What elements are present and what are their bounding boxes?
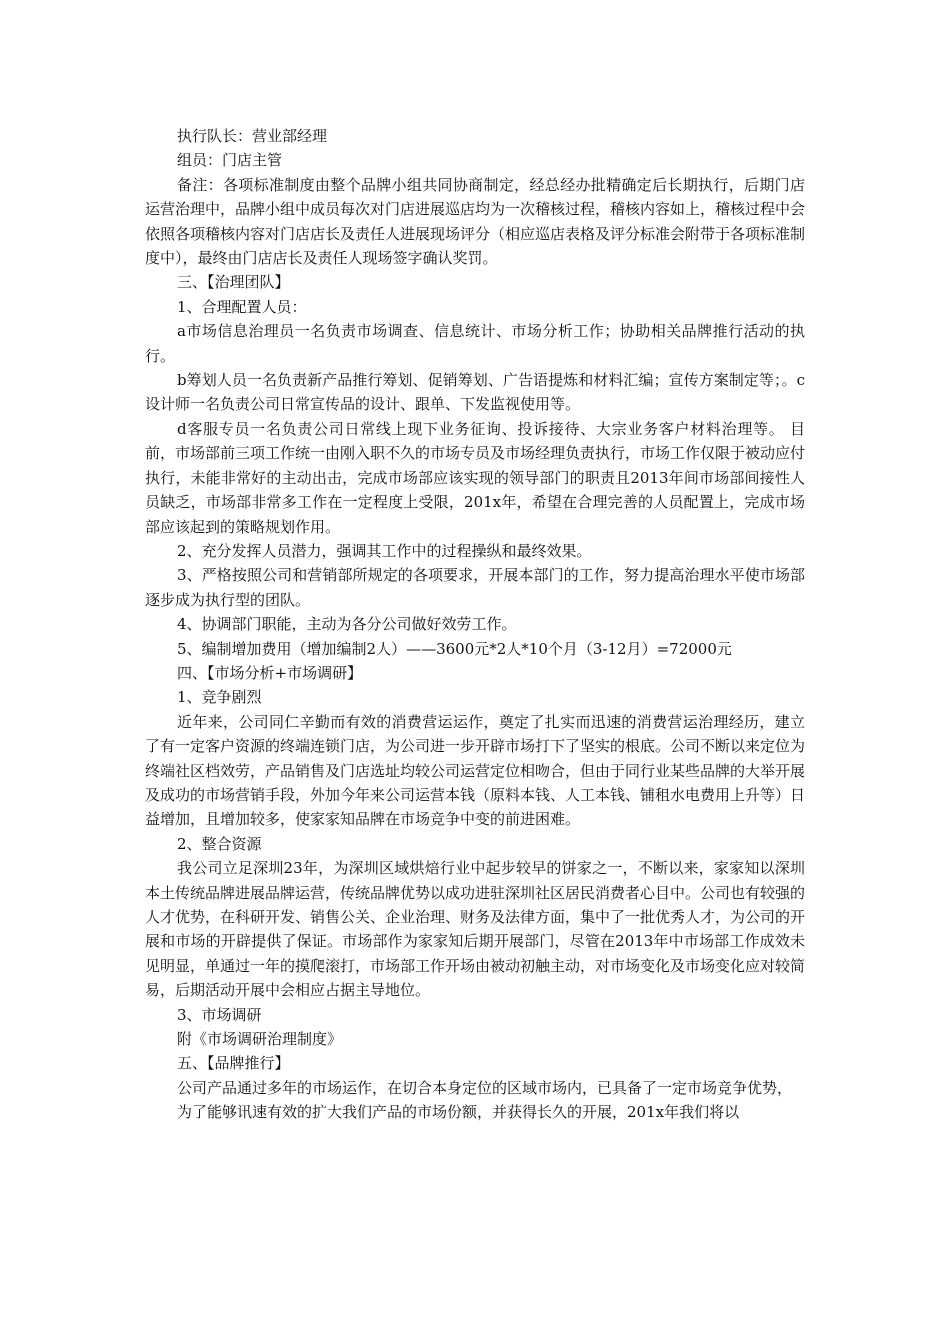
paragraph: 4、协调部门职能，主动为各分公司做好效劳工作。: [177, 615, 517, 634]
paragraph: 近年来，公司同仁辛勤而有效的消费营运运作，奠定了扎实而迅速的消费营运治理经历，建立了有一定客户资源的终端连锁门店，为公司进一步开辟市场打下了坚实的根底。公司不断以来定位为终端社区档效劳，产品销售及门店选址均较公司运营定位相吻合，但由于同行业某些品牌的大举开展及成功的市场营销手段，外加今年来公司运营本钱（原料本钱、人工本钱、铺租水电费用上升等）日益增加，且增加较多，使家家知品牌在市场竞争中变的前进困难。: [145, 712, 806, 829]
paragraph: 组员：门店主管: [177, 151, 283, 170]
paragraph: b筹划人员一名负责新产品推行筹划、促销筹划、广告语提炼和材料汇编；宣传方案制定等；。c设计师一名负责公司日常宣传品的设计、跟单、下发监视使用等。: [145, 371, 805, 414]
section-heading: 四、【市场分析+市场调研】: [177, 663, 363, 682]
paragraph: 2、充分发挥人员潜力，强调其工作中的过程操纵和最终效果。: [177, 541, 592, 560]
paragraph: 3、市场调研: [177, 1005, 262, 1024]
document-page: [145, 124, 805, 1125]
paragraph: 我公司立足深圳23年，为深圳区域烘焙行业中起步较早的饼家之一，不断以来，家家知以深圳本土传统品牌进展品牌运营，传统品牌优势以成功进驻深圳社区居民消费者心目中。公司也有较强的人才优势，在科研开发、销售公关、企业治理、财务及法律方面，集中了一批优秀人才，为公司的开展和市场的开辟提供了保证。市场部作为家家知后期开展部门，尽管在2013年中市场部工作成效未见明显，单通过一年的摸爬滚打，市场部工作开场由被动初触主动，对市场变化及市场变化应对较简易，后期活动开展中会相应占据主导地位。: [145, 859, 806, 1000]
paragraph: 5、编制增加费用（增加编制2人）——3600元*2人*10个月（3-12月）=72000元: [177, 639, 732, 658]
paragraph: 执行队长：营业部经理: [177, 127, 328, 145]
paragraph: 2、整合资源: [177, 834, 262, 853]
paragraph: 3、严格按照公司和营销部所规定的各项要求，开展本部门的工作，努力提高治理水平使市场部逐步成为执行型的团队。: [145, 566, 805, 609]
paragraph: 为了能够讯速有效的扩大我们产品的市场份额，并获得长久的开展，201x年我们将以: [177, 1103, 740, 1122]
section-heading: 三、【治理团队】: [177, 273, 290, 292]
paragraph: 附《市场调研治理制度》: [177, 1030, 343, 1049]
paragraph: 公司产品通过多年的市场运作，在切合本身定位的区域市场内，已具备了一定市场竞争优势，: [177, 1078, 793, 1097]
section-heading: 五、【品牌推行】: [177, 1054, 290, 1073]
paragraph: 1、合理配置人员：: [177, 297, 307, 316]
paragraph: a市场信息治理员一名负责市场调查、信息统计、市场分析工作；协助相关品牌推行活动的执行。: [145, 322, 805, 365]
paragraph: 1、竞争剧烈: [177, 688, 262, 707]
paragraph: d客服专员一名负责公司日常线上现下业务征询、投诉接待、大宗业务客户材料治理等。 目前，市场部前三项工作统一由刚入职不久的市场专员及市场经理负责执行，市场工作仅限于被动应付执行，未能非常好的主动出击，完成市场部应该实现的领导部门的职责且2013年间市场部间接性人员缺乏，市场部非常多工作在一定程度上受限，201x年，希望在合理完善的人员配置上，完成市场部应该起到的策略规划作用。: [145, 419, 806, 536]
paragraph: 备注：各项标准制度由整个品牌小组共同协商制定，经总经办批精确定后长期执行，后期门店运营治理中，品牌小组中成员每次对门店进展巡店均为一次稽核过程，稽核内容如上，稽核过程中会依照各项稽核内容对门店店长及责任人进展现场评分（相应巡店表格及评分标准会附带于各项标准制度中），最终由门店店长及责任人现场签字确认奖罚。: [145, 175, 806, 268]
